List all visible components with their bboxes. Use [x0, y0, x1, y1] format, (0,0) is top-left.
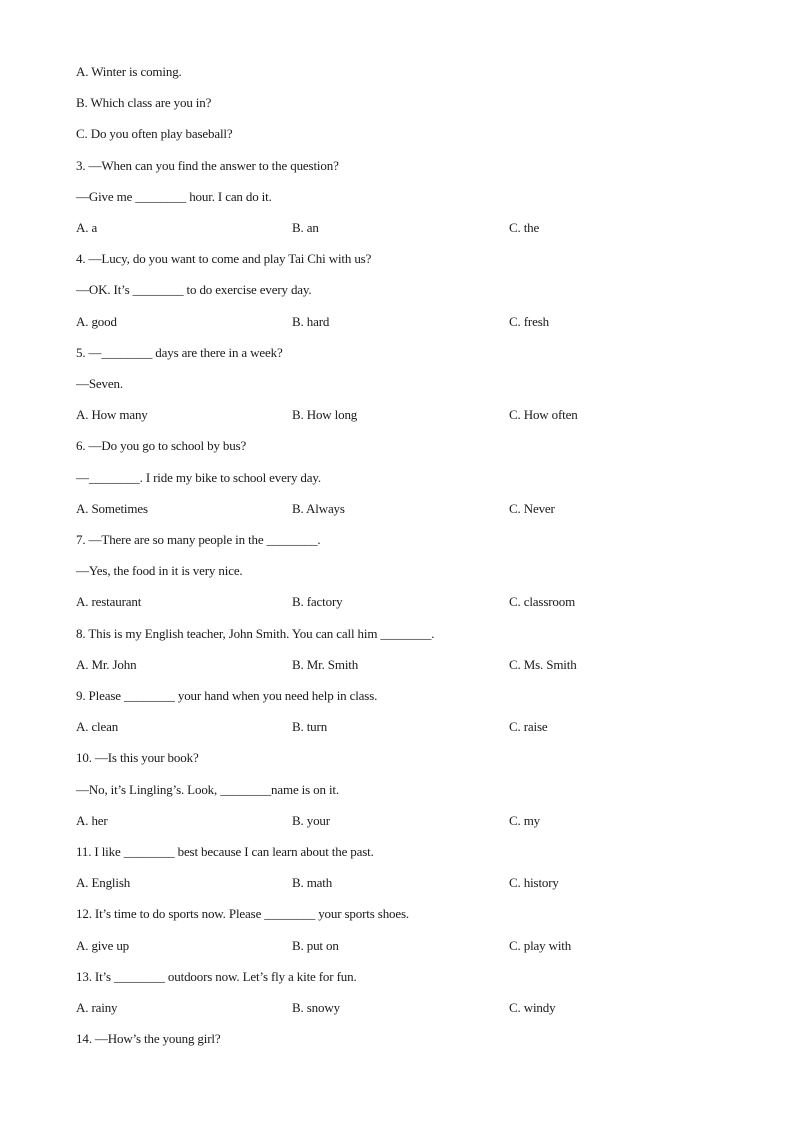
- answer-options-row: [76, 498, 776, 520]
- question-text-line: C. Do you often play baseball?: [76, 126, 233, 142]
- answer-options-row: [76, 217, 776, 239]
- option-c: C. windy: [509, 1000, 556, 1015]
- option-a: A. a: [76, 220, 98, 235]
- question-text-line: 14. —How’s the young girl?: [76, 1031, 221, 1047]
- answer-options-row: [76, 654, 776, 676]
- question-text-line: 10. —Is this your book?: [76, 750, 199, 766]
- question-text-line: 12. It’s time to do sports now. Please ________ your sports shoes.: [76, 906, 410, 922]
- question-text-line: —No, it’s Lingling’s. Look, ________name is on it.: [76, 781, 339, 797]
- question-text-line: —Yes, the food in it is very nice.: [76, 563, 243, 579]
- question-text-line: 4. —Lucy, do you want to come and play Tai Chi with us?: [76, 251, 372, 267]
- question-text-line: 7. —There are so many people in the ________.: [76, 532, 321, 547]
- option-a: A. give up: [76, 937, 130, 953]
- question-text-line: 6. —Do you go to school by bus?: [76, 438, 247, 454]
- question-text-line: 11. I like ________ best because I can learn about the past.: [76, 844, 374, 859]
- option-b: B. Always: [292, 500, 345, 516]
- answer-options-row: [76, 997, 776, 1019]
- option-a: A. her: [76, 812, 108, 828]
- option-b: B. put on: [292, 937, 339, 953]
- option-b: B. How long: [292, 407, 358, 423]
- question-text-line: 8. This is my English teacher, John Smith. You can call him ________.: [76, 625, 435, 641]
- option-a: A. clean: [76, 719, 119, 735]
- answer-options-row: [76, 591, 776, 613]
- question-text-line: 9. Please ________ your hand when you need help in class.: [76, 688, 378, 703]
- option-c: C. history: [509, 875, 559, 891]
- option-a: A. Mr. John: [76, 656, 137, 672]
- option-c: C. play with: [509, 937, 572, 953]
- option-b: B. Mr. Smith: [292, 656, 359, 672]
- option-c: C. my: [509, 812, 541, 828]
- option-a: A. Sometimes: [76, 500, 148, 516]
- option-a: A. restaurant: [76, 594, 142, 610]
- question-text-line: B. Which class are you in?: [76, 95, 212, 111]
- option-a: A. English: [76, 875, 131, 891]
- answer-options-row: [76, 935, 776, 957]
- answer-options-row: [76, 810, 776, 832]
- option-c: C. raise: [509, 719, 548, 735]
- option-b: B. math: [292, 875, 333, 891]
- question-text-line: A. Winter is coming.: [76, 64, 182, 79]
- question-text-line: 13. It’s ________ outdoors now. Let’s fly a kite for fun.: [76, 968, 357, 984]
- option-b: B. factory: [292, 594, 343, 610]
- option-b: B. hard: [292, 313, 330, 329]
- answer-options-row: [76, 311, 776, 333]
- answer-options-row: [76, 716, 776, 738]
- question-text-line: —Give me ________ hour. I can do it.: [76, 188, 272, 204]
- option-a: A. good: [76, 313, 117, 329]
- option-c: C. Ms. Smith: [509, 656, 577, 672]
- option-c: C. How often: [509, 407, 578, 423]
- question-text-line: —OK. It’s ________ to do exercise every day.: [76, 282, 312, 298]
- answer-options-row: [76, 404, 776, 426]
- option-c: C. Never: [509, 500, 555, 516]
- option-b: B. your: [292, 812, 330, 828]
- question-text-line: —________. I ride my bike to school every day.: [76, 469, 321, 485]
- option-c: C. the: [509, 220, 540, 235]
- option-a: A. rainy: [76, 1000, 118, 1015]
- answer-options-row: [76, 872, 776, 894]
- question-text-line: 5. —________ days are there in a week?: [76, 344, 283, 360]
- option-c: C. classroom: [509, 594, 576, 610]
- option-b: B. an: [292, 220, 319, 235]
- option-b: B. snowy: [292, 1000, 340, 1015]
- option-c: C. fresh: [509, 313, 549, 329]
- question-text-line: 3. —When can you find the answer to the question?: [76, 157, 339, 173]
- option-a: A. How many: [76, 407, 148, 423]
- option-b: B. turn: [292, 719, 328, 735]
- question-text-line: —Seven.: [76, 376, 123, 391]
